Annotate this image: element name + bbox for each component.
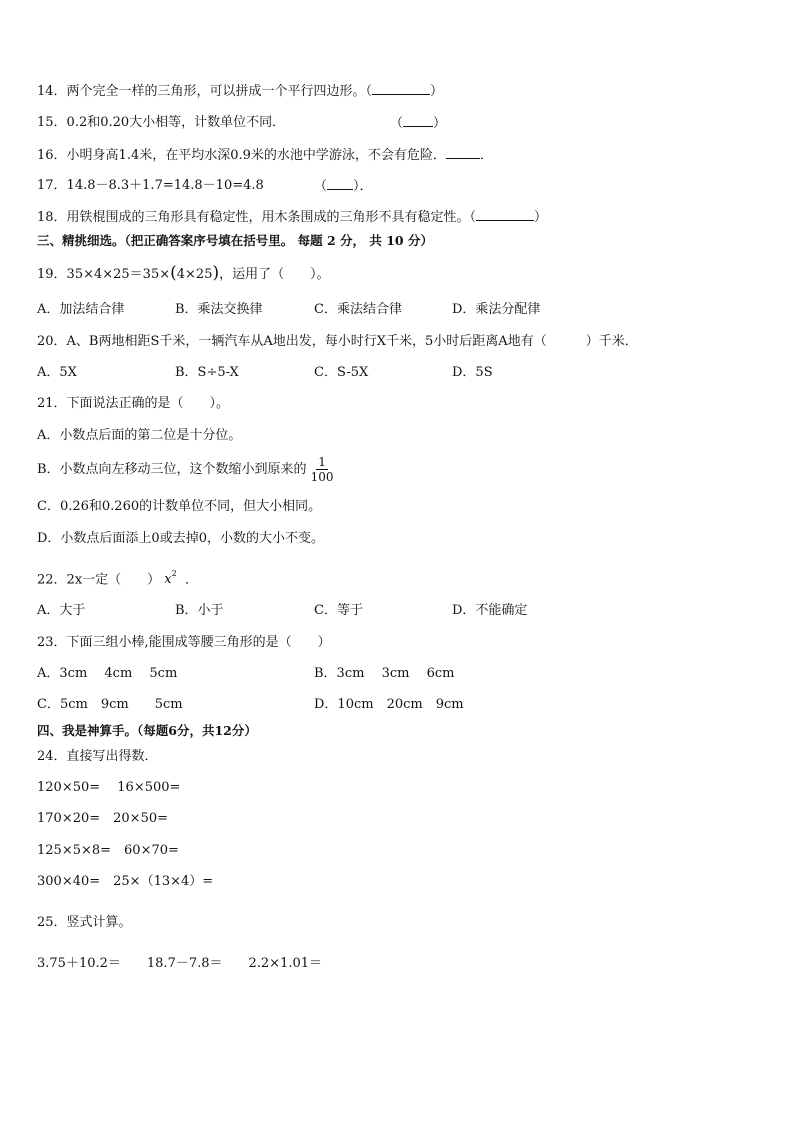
question-16: 16．小明身高1.4米，在平均水深0.9米的水池中学游泳，不会有危险． ． [37,148,493,163]
answer-blank[interactable] [446,146,480,159]
option-a[interactable]: A．大于 [37,603,86,618]
option-d[interactable]: D．10cm 20cm 9cm [314,697,464,712]
question-14-text: 14．两个完全一样的三角形，可以拼成一个平行四边形。（ [37,84,373,99]
question-17-text: 17．14.8－8.3＋1.7=14.8－10=4.8 [37,178,264,193]
question-20: 20．A、B两地相距S千米，一辆汽车从A地出发，每小时行X千米，5小时后距离A地有（ ）千米． [37,334,638,349]
answer-blank[interactable] [372,82,430,95]
question-21: 21．下面说法正确的是（ ）。 [37,396,230,411]
question-22: 22．2x一定（ ） $x^2$ ． [37,569,199,588]
answer-blank[interactable] [327,177,353,190]
question-24: 24．直接写出得数． [37,749,158,764]
question-18: 18．用铁棍围成的三角形具有稳定性，用木条围成的三角形不具有稳定性。（ ） [37,210,548,225]
answer-blank[interactable] [476,208,534,221]
option-c[interactable]: C．0.26和0.260的计数单位不同，但大小相同。 [37,499,322,514]
calc-row: 3.75＋10.2＝ 18.7－7.8＝ 2.2×1.01＝ [37,956,323,971]
question-16-text: 16．小明身高1.4米，在平均水深0.9米的水池中学游泳，不会有危险． [37,148,446,163]
option-a[interactable]: A．加法结合律 [37,302,125,317]
option-a[interactable]: A．5X [37,365,77,380]
option-c[interactable]: C．乘法结合律 [314,302,402,317]
answer-paren: （ ）． [314,179,373,194]
option-d[interactable]: D．不能确定 [452,603,528,618]
option-c[interactable]: C．5cm 9cm 5cm [37,697,183,712]
option-d[interactable]: D．乘法分配律 [452,302,541,317]
option-a[interactable]: A．3cm 4cm 5cm [37,666,178,681]
option-b[interactable]: B．小数点向左移动三位，这个数缩小到原来的 $\frac{1}{100}$ [37,455,334,484]
option-c[interactable]: C．等于 [314,603,363,618]
question-15-text: 15．0.2和0.20大小相等，计数单位不同． [37,115,286,130]
question-23: 23．下面三组小棒,能围成等腰三角形的是（ ） [37,635,331,650]
answer-blank[interactable] [403,114,433,127]
x-squared: $x^2$ [164,569,177,588]
option-a[interactable]: A．小数点后面的第二位是十分位。 [37,428,242,443]
option-d[interactable]: D．5S [452,365,493,380]
option-b[interactable]: B．乘法交换律 [175,302,263,317]
section-3-title: 三、精挑细选。（把正确答案序号填在括号里。 每题 2 分， 共 10 分） [37,233,433,248]
calc-row: 120×50= 16×500= [37,780,181,795]
answer-paren: （ ） [390,116,447,131]
question-18-text: 18．用铁棍围成的三角形具有稳定性，用木条围成的三角形不具有稳定性。（ [37,210,477,225]
question-19: 19．35×4×25＝35×(4×25)，运用了（ ）。 [37,263,330,283]
section-4-title: 四、我是神算手。（每题6分，共12分） [37,723,257,738]
option-b[interactable]: B．3cm 3cm 6cm [314,666,455,681]
calc-row: 125×5×8= 60×70= [37,843,179,858]
question-14: 14．两个完全一样的三角形，可以拼成一个平行四边形。（ ） [37,84,444,99]
fraction: $\frac{1}{100}$ [310,455,334,484]
question-17 [37,177,373,195]
calc-row: 300×40= 25×（13×4）= [37,874,214,889]
option-b[interactable]: B．S÷5-X [175,365,239,380]
option-d[interactable]: D．小数点后面添上0或去掉0，小数的大小不变。 [37,531,324,546]
question-25: 25．竖式计算。 [37,915,132,930]
question-15 [37,114,447,132]
calc-row: 170×20= 20×50= [37,811,169,826]
q19-expression: 35×4×25＝35×(4×25) [66,263,220,283]
option-c[interactable]: C．S-5X [314,365,369,380]
option-b[interactable]: B．小于 [175,603,224,618]
